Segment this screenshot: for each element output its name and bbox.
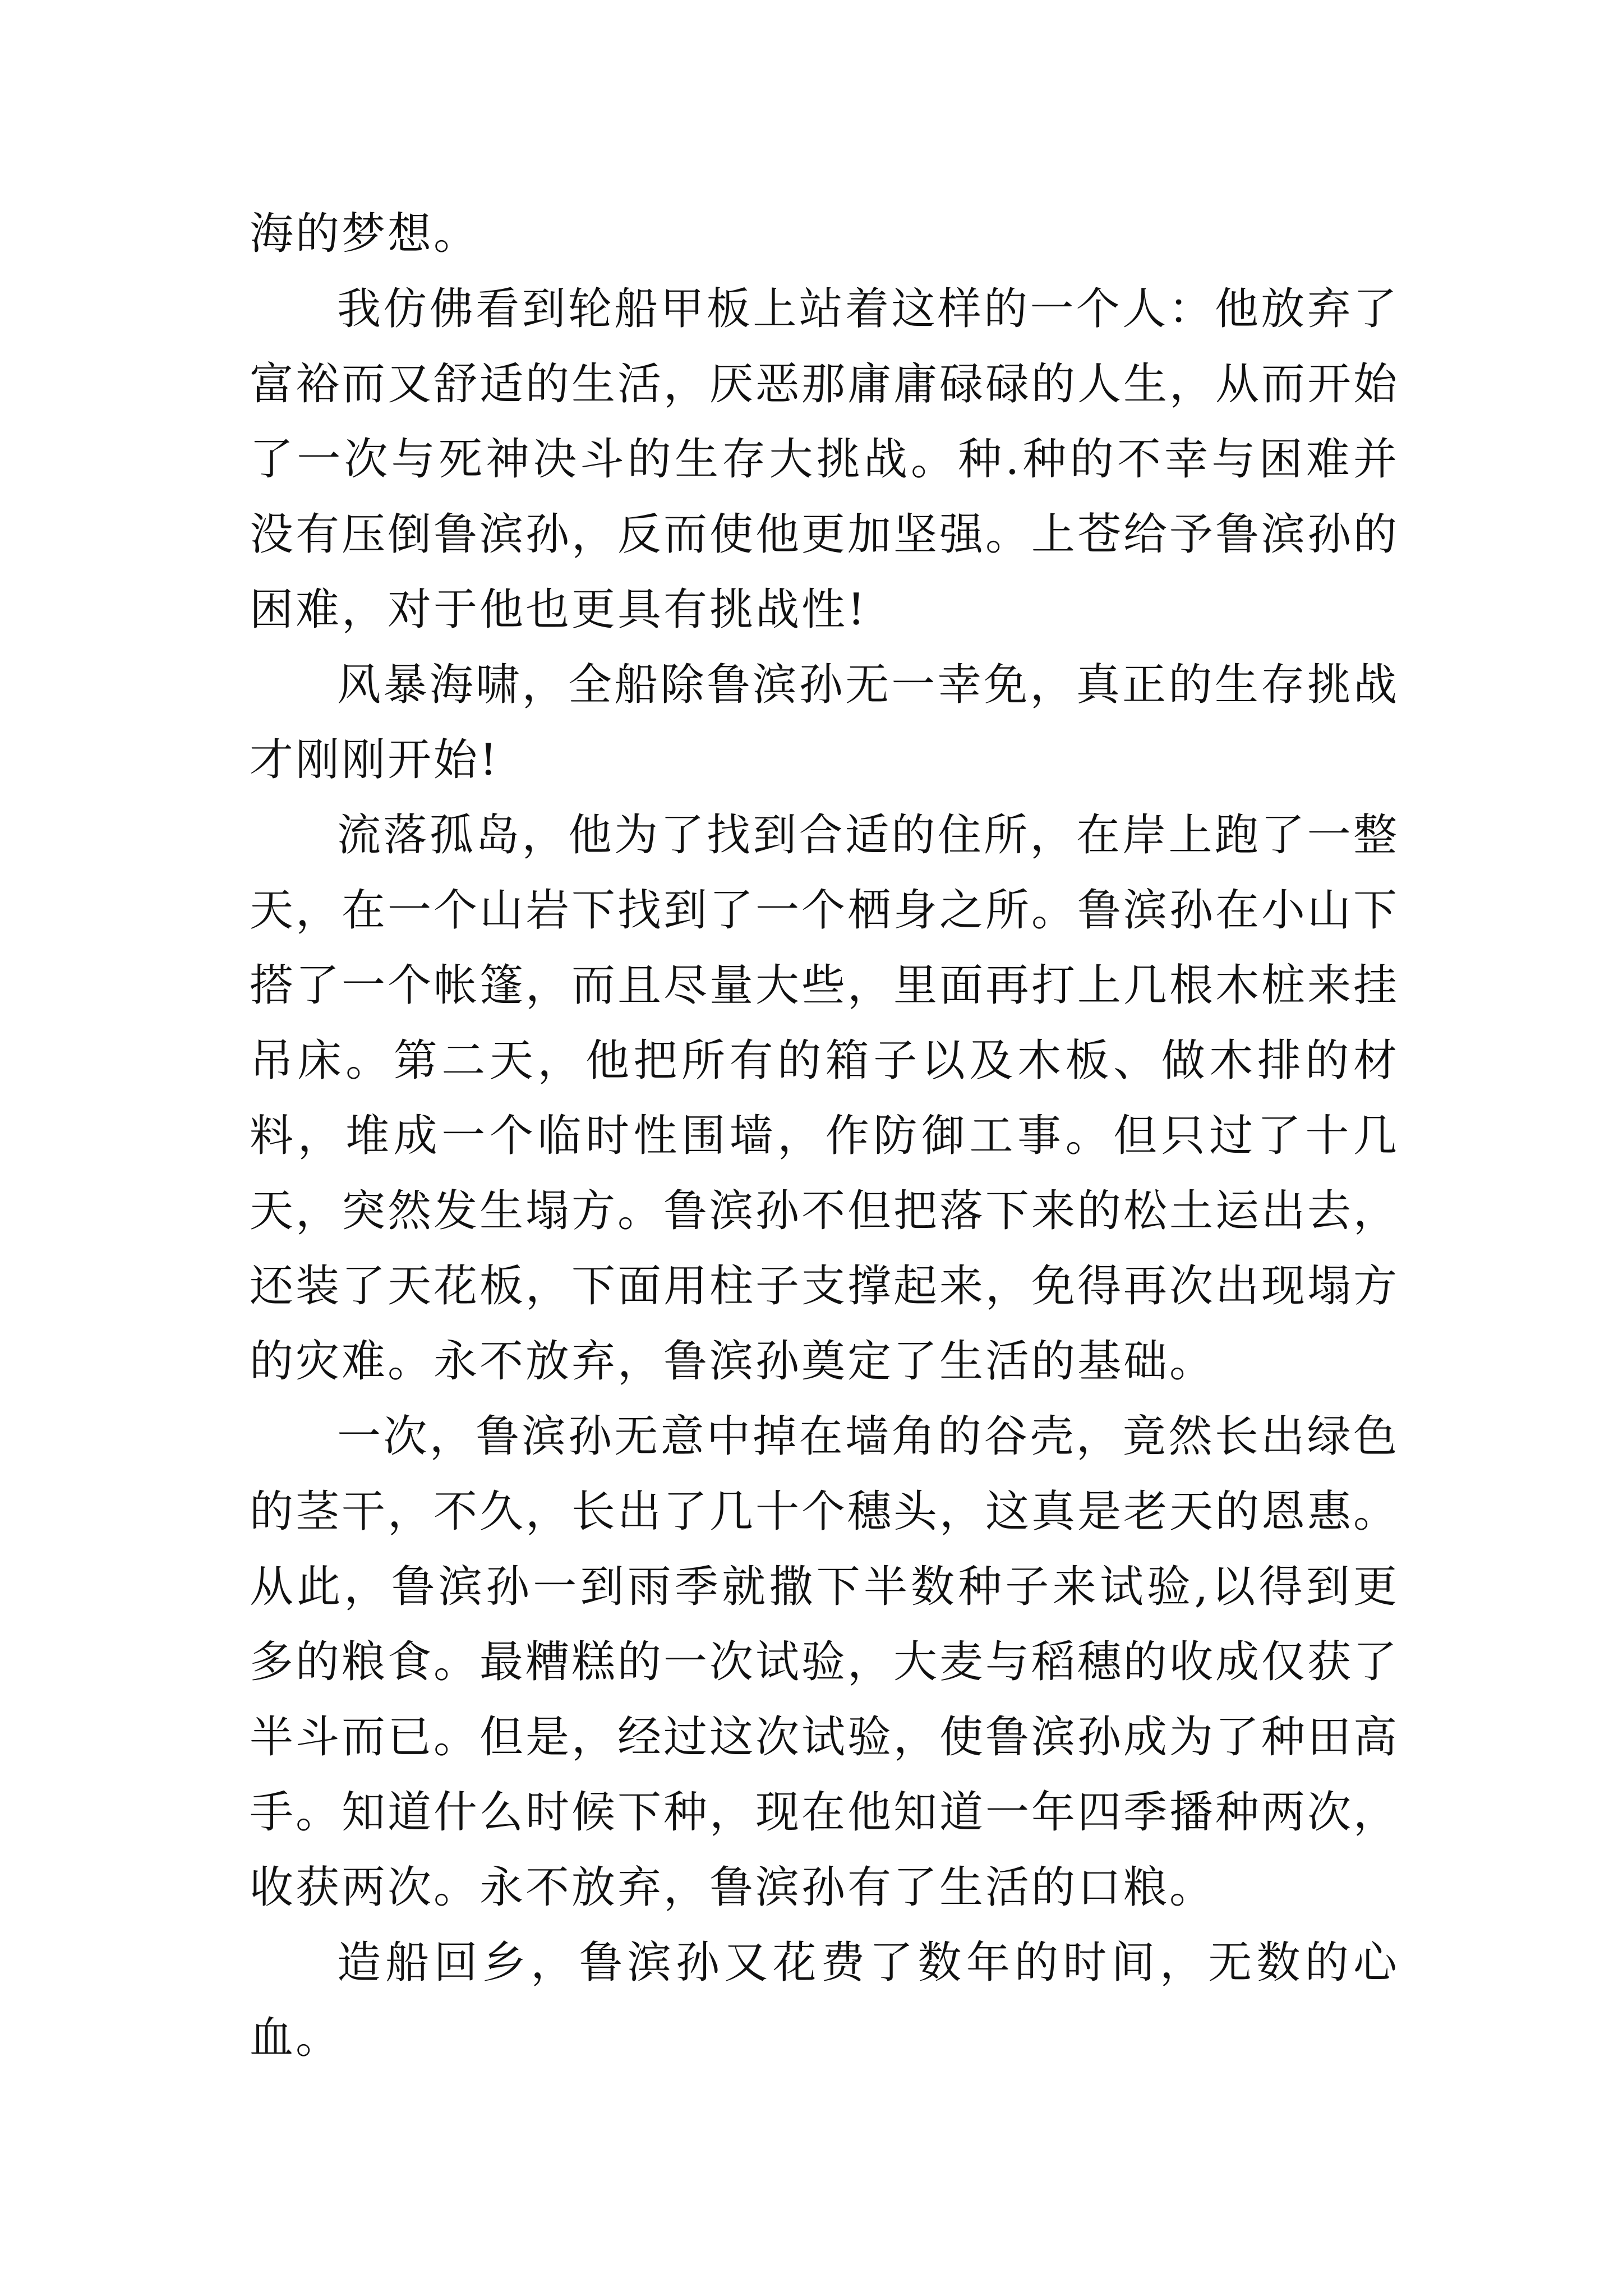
paragraph: 造船回乡，鲁滨孙又花费了数年的时间，无数的心血。 [250,1938,1399,2063]
paragraph: 我仿佛看到轮船甲板上站着这样的一个人：他放弃了富裕而又舒适的生活，厌恶那庸庸碌碌的人生，从而开始了一次与死神决斗的生存大挑战。种.种的不幸与困难并没有压倒鲁滨孙，反而使他更加坚强。上苍给予鲁滨孙的困难，对于他也更具有挑战性! [250,284,1400,635]
paragraph: 一次，鲁滨孙无意中掉在墙角的谷壳，竟然长出绿色的茎干，不久，长出了几十个穗头，这真是老天的恩惠。从此，鲁滨孙一到雨季就撒下半数种子来试验,以得到更多的粮食。最糟糕的一次试验，大麦与稻穗的收成仅获了半斗而已。但是，经过这次试验，使鲁滨孙成为了种田高手。知道什么时候下种，现在他知道一年四季播种两次，收获两次。永不放弃，鲁滨孙有了生活的口粮。 [250,1411,1400,1913]
paragraph: 风暴海啸，全船除鲁滨孙无一幸免，真正的生存挑战才刚刚开始! [250,660,1399,785]
paragraph: 流落孤岛，他为了找到合适的住所，在岸上跑了一整天，在一个山岩下找到了一个栖身之所。鲁滨孙在小山下搭了一个帐篷，而且尽量大些，里面再打上几根木桩来挂吊床。第二天，他把所有的箱子以及木板、做木排的材料，堆成一个临时性围墙，作防御工事。但只过了十几天，突然发生塌方。鲁滨孙不但把落下来的松土运出去，还装了天花板，下面用柱子支撑起来，免得再次出现塌方的灾难。永不放弃，鲁滨孙奠定了生活的基础。 [250,810,1400,1387]
body-text [250,196,1399,2076]
paragraph-continuation: 海的梦想。 [250,209,480,259]
